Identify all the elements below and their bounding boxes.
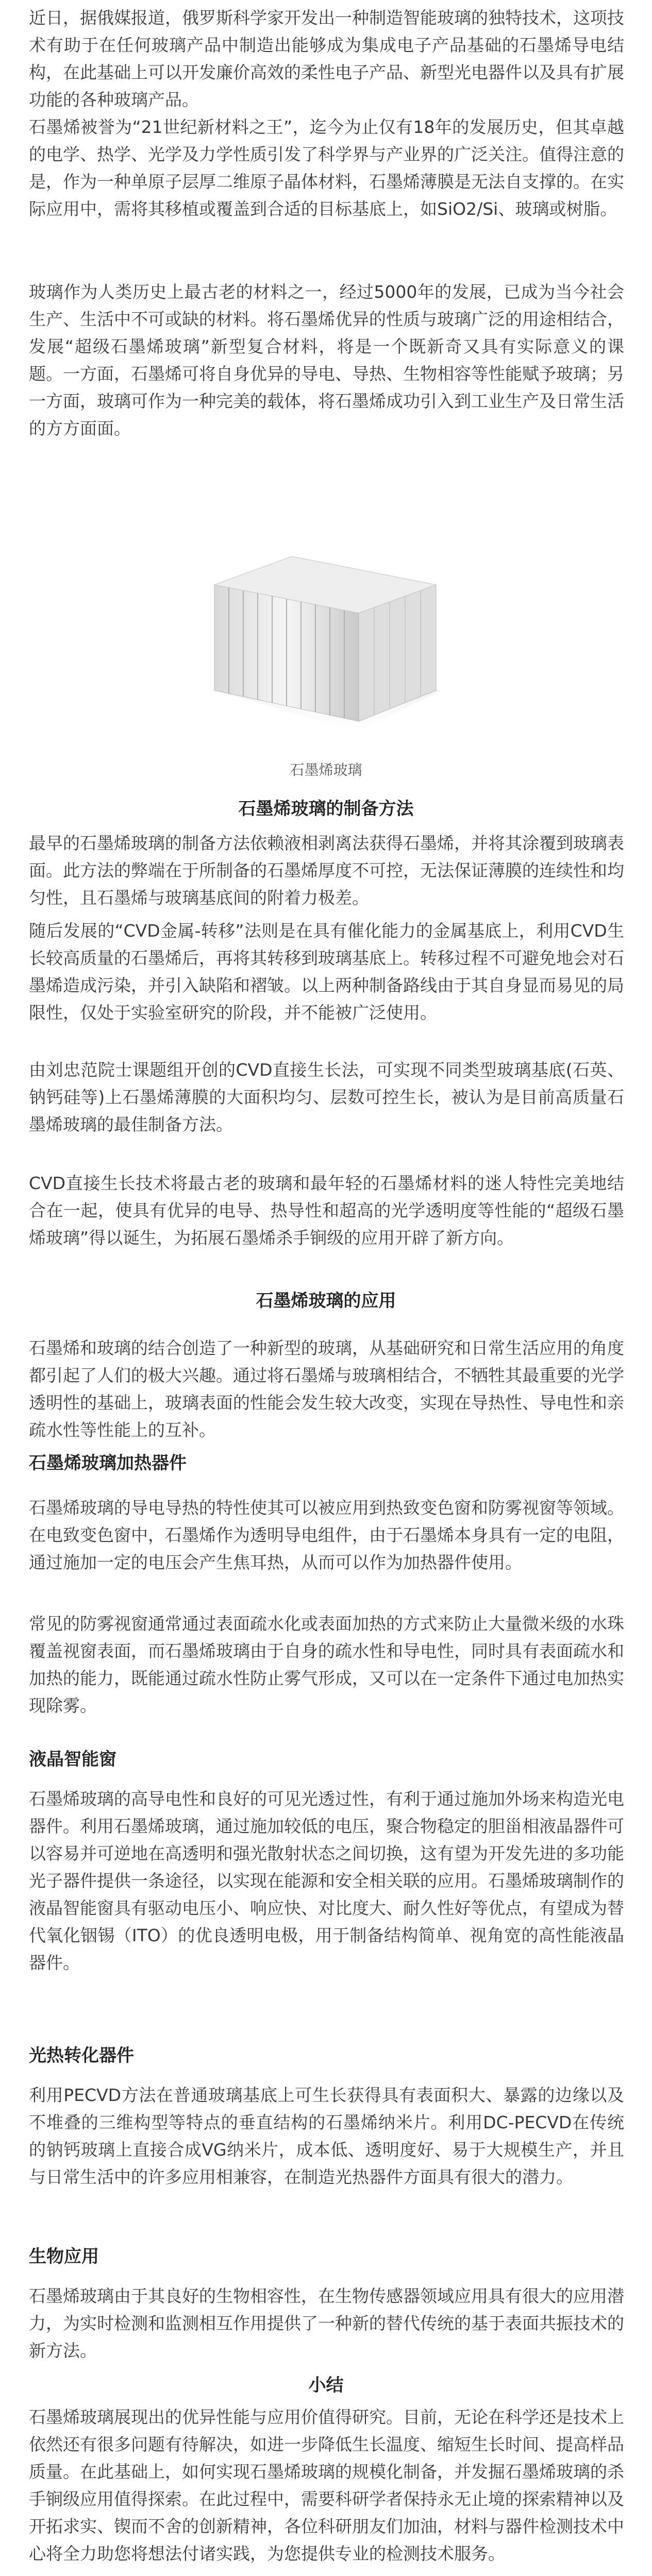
section-title-preparation: 石墨烯玻璃的制备方法 xyxy=(238,799,414,819)
intro-paragraph-3: 玻璃作为人类历史上最古老的材料之一，经过5000年的发展，已成为当今社会生产、生活中不可或缺的材料。将石墨烯优异的性质与玻璃广泛的用途相结合，发展“超级石墨烯玻璃”新型复合材料，将是一个既新奇又具有实际意义的课题。一方面，石墨烯可将自身优异的导电、导热、生物相容等性能赋予玻璃；另一方面，玻璃可作为一种完美的载体，将石墨烯成功引入到工业生产及日常生活的方方面面。 xyxy=(29,282,624,438)
preparation-paragraph-3: 由刘忠范院士课题组开创的CVD直接生长法，可实现不同类型玻璃基底(石英、钠钙硅等)上石墨烯薄膜的大面积均匀、层数可控生长，被认为是目前高质量石墨烯玻璃的最佳制备方法。 xyxy=(29,1060,624,1134)
figure-caption: 石墨烯玻璃 xyxy=(290,761,362,778)
photothermal-paragraph: 利用PECVD方法在普通玻璃基底上可生长获得具有表面积大、暴露的边缘以及不堆叠的三维构型等特点的垂直结构的石墨烯纳米片。利用DC-PECVD在传统的钠钙玻璃上直接合成VG纳米片，成本低、透明度好、易于大规模生产，并且与日常生活中的许多应用相兼容，在制造光热器件方面具有很大的潜力。 xyxy=(29,2085,624,2187)
subsection-title-photothermal: 光热转化器件 xyxy=(29,2045,134,2066)
subsection-title-heating: 石墨烯玻璃加热器件 xyxy=(29,1453,187,1473)
bio-paragraph: 石墨烯玻璃由于其良好的生物相容性，在生物传感器领域应用具有很大的应用潜力，为实时检测和监测相互作用提供了一种新的替代传统的基于表面共振技术的新方法。 xyxy=(29,2286,624,2361)
preparation-paragraph-4: CVD直接生长技术将最古老的玻璃和最年轻的石墨烯材料的迷人特性完美地结合在一起，使具有优异的电导、热导性和超高的光学透明度等性能的“超级石墨烯玻璃”得以诞生，为拓展石墨烯杀手锏级的应用开辟了新方向。 xyxy=(29,1173,624,1248)
glass-panes xyxy=(214,556,436,721)
lc-window-paragraph: 石墨烯玻璃的高导电性和良好的可见光透过性，有利于通过施加外场来构造光电器件。利用石墨烯玻璃，通过施加较低的电压，聚合物稳定的胆甾相液晶器件可以容易并可逆地在高透明和强光散射状态之间切换，这有望为开发先进的多功能光子器件提供一条途径，以实现在能源和安全相关联的应用。石墨烯玻璃制作的液晶智能窗具有驱动电压小、响应快、对比度大、耐久性好等优点，有望成为替代氧化铟锡（ITO）的优良透明电极，用于制备结构简单、视角宽的高性能液晶器件。 xyxy=(29,1789,624,1973)
section-title-applications: 石墨烯玻璃的应用 xyxy=(256,1291,396,1311)
subsection-title-lc-window: 液晶智能窗 xyxy=(29,1749,116,1770)
subsection-title-bio: 生物应用 xyxy=(29,2246,99,2267)
summary-paragraph: 石墨烯玻璃展现出的优异性能与应用价值得研究。目前，无论在科学还是技术上依然还有很多问题有待解决，如进一步降低生长温度、缩短生长时间、提高样品质量。在此基础上，如何实现石墨烯玻璃的规模化制备，并发掘石墨烯玻璃的杀手锏级应用值得探索。在此过程中，需要科研学者保持永无止境的探索精神以及开拓求实、锲而不舍的创新精神，各位科研朋友们加油，材料与器件检测技术中心将全力助您将想法付诸实践，为您提供专业的检测技术服务。 xyxy=(29,2407,624,2564)
applications-intro: 石墨烯和玻璃的结合创造了一种新型的玻璃，从基础研究和日常生活应用的角度都引起了人们的极大兴趣。通过将石墨烯与玻璃相结合，不牺牲其最重要的光学透明性的基础上，玻璃表面的性能会发生较大改变，实现在导热性、导电性和亲疏水性等性能上的互补。 xyxy=(29,1338,624,1440)
heating-paragraph-2: 常见的防雾视窗通常通过表面疏水化或表面加热的方式来防止大量微米级的水珠覆盖视窗表面，而石墨烯玻璃由于自身的疏水性和导电性，同时具有表面疏水和加热的能力，既能通过疏水性防止雾气形成，又可以在一定条件下通过电加热实现除雾。 xyxy=(29,1614,624,1716)
preparation-paragraph-1: 最早的石墨烯玻璃的制备方法依赖液相剥离法获得石墨烯，并将其涂覆到玻璃表面。此方法的弊端在于所制备的石墨烯厚度不可控，无法保证薄膜的连续性和均匀性，且石墨烯与玻璃基底间的附着力极差。 xyxy=(29,833,624,908)
heating-paragraph-1: 石墨烯玻璃的导电导热的特性使其可以被应用到热致变色窗和防雾视窗等领域。在电致变色窗中，石墨烯作为透明导电组件，由于石墨烯本身具有一定的电阻，通过施加一定的电压会产生焦耳热，从而可以作为加热器件使用。 xyxy=(29,1498,624,1572)
intro-paragraph-2: 石墨烯被誉为“21世纪新材料之王”，迄今为止仅有18年的发展历史，但其卓越的电学、热学、光学及力学性质引发了科学界与产业界的广泛关注。值得注意的是，作为一种单原子层厚二维原子晶体材料，石墨烯薄膜是无法自支撑的。在实际应用中，需将其移植或覆盖到合适的目标基底上，如SiO2/Si、玻璃或树脂。 xyxy=(29,117,624,219)
intro-paragraph-1: 近日，据俄媒报道，俄罗斯科学家开发出一种制造智能玻璃的独特技术，这项技术有助于在任何玻璃产品中制造出能够成为集成电子产品基础的石墨烯导电结构，在此基础上可以开发廉价高效的柔性电子产品、新型光电器件以及具有扩展功能的各种玻璃产品。 xyxy=(29,8,624,110)
preparation-paragraph-2: 随后发展的“CVD金属-转移”法则是在具有催化能力的金属基底上，利用CVD生长较高质量的石墨烯后，再将其转移到玻璃基底上。转移过程不可避免地会对石墨烯造成污染，并引入缺陷和褶皱。以上两种制备路线由于其自身显而易见的局限性，仅处于实验室研究的阶段，并不能被广泛使用。 xyxy=(29,921,624,1023)
graphene-glass-image xyxy=(204,536,446,752)
section-title-summary: 小结 xyxy=(308,2375,344,2396)
